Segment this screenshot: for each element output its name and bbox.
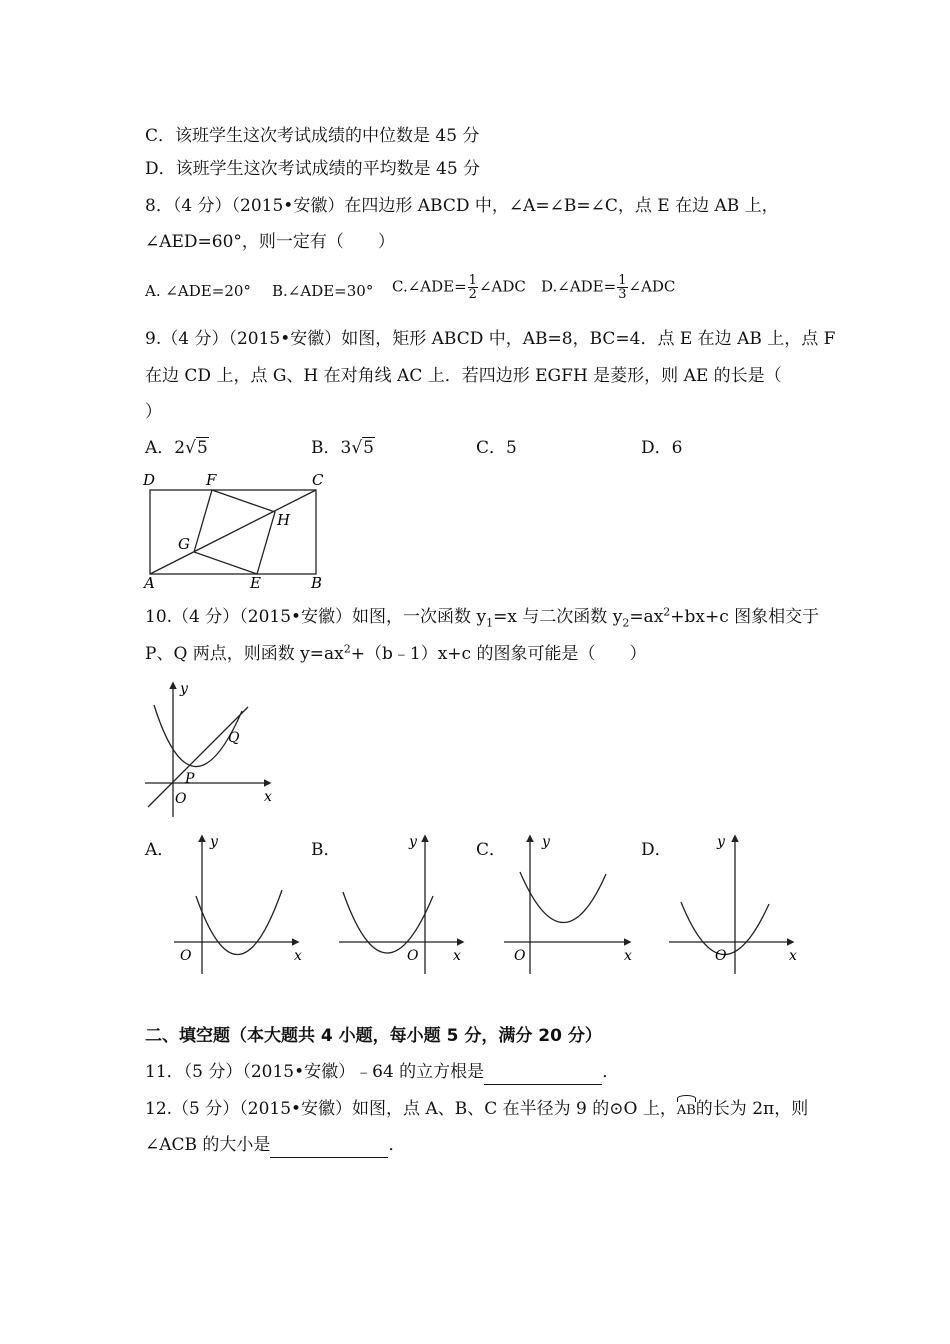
q9-option-c: C．5 [476,438,517,458]
q11-text: 11．（5 分）（2015•安徽）﹣64 的立方根是 [145,1062,485,1082]
superscript-2: 2 [663,605,671,619]
label-d: D [143,471,156,489]
axis-label-x: x [264,789,272,805]
line-y1-equals-x [148,707,248,807]
q7-option-d: D．该班学生这次考试成绩的平均数是 45 分 [145,159,481,179]
arc-ab: AB [677,1099,696,1123]
q12-answer-blank[interactable] [270,1133,388,1158]
parabola [520,872,606,923]
origin-label: O [407,948,419,964]
fraction-numerator: 1 [468,273,477,288]
origin-label: O [175,791,187,807]
rhombus-egfh [194,490,275,574]
q8-option-d-prefix: D.∠ADE= [541,277,617,296]
q10-option-b-label: B． [311,840,341,860]
q9-option-b [311,436,375,460]
q10-option-a-label: A． [145,840,175,860]
label-a: A [144,574,155,592]
q8-option-c [392,274,526,301]
q8-option-a: A. ∠ADE=20° [145,282,251,300]
axis-label-x: x [624,948,632,964]
origin-label: O [180,948,192,964]
axis-label-x: x [789,948,797,964]
q7-option-c: C．该班学生这次考试成绩的中位数是 45 分 [145,126,480,146]
q10-option-d-graph [665,830,805,975]
q8-option-c-suffix: ∠ADC [478,277,526,296]
fraction-denominator: 2 [468,287,477,302]
point-label-q: Q [228,730,240,746]
q10-stem-line2 [145,642,646,666]
section-2-heading: 二、填空题（本大题共 4 小题，每小题 5 分，满分 20 分） [145,1026,602,1046]
origin-label: O [514,948,526,964]
q9-rectangle-figure [140,470,340,592]
q12-stem-line2 [145,1133,405,1158]
q11-end: ． [602,1062,620,1082]
q8-stem-line2: ∠AED=60°，则一定有（ ） [145,232,395,252]
axis-label-y: y [180,681,188,697]
subscript-2: 2 [622,616,630,630]
parabola [196,890,282,955]
q8-option-b: B.∠ADE=30° [272,282,374,300]
fraction-numerator: 1 [618,273,627,288]
label-b: B [311,574,323,592]
q9-option-a [145,436,209,460]
axis-label-y: y [409,834,417,850]
q10-option-c-label: C． [476,840,507,860]
q10-option-c-graph [500,830,640,975]
label-g: G [178,535,190,553]
q10-text-f: +（b﹣1）x+c 的图象可能是（ ） [350,644,647,664]
sqrt-symbol: √5 [351,438,374,458]
parabola [681,902,769,955]
sqrt-radicand: 5 [363,438,374,458]
q10-main-graph [140,675,280,820]
q8-option-d-suffix: ∠ADC [628,277,676,296]
q8-stem-line1: 8．（4 分）（2015•安徽）在四边形 ABCD 中，∠A=∠B=∠C，点 E 在边 AB 上， [145,196,779,216]
q8-option-c-fraction [468,274,478,301]
axis-label-x: x [453,948,461,964]
superscript-2: 2 [343,642,351,656]
q8-option-c-prefix: C.∠ADE= [392,277,467,296]
q9-option-d: D．6 [641,438,683,458]
q9-option-a-prefix: A．2 [145,438,186,458]
q10-option-a-graph [170,830,310,975]
q10-text-d: +bx+c 图象相交于 [670,607,820,627]
sqrt-radicand: 5 [196,438,208,458]
q9-stem-line2: 在边 CD 上，点 G、H 在对角线 AC 上．若四边形 EGFH 是菱形，则 AE 的长是（ [145,366,782,386]
q9-option-b-prefix: B．3 [311,438,352,458]
q10-text-b: =x 与二次函数 y [493,607,623,627]
q8-option-d-fraction [617,274,627,301]
q10-text-a: 10.（4 分）（2015•安徽）如图，一次函数 y [145,607,487,627]
q12-end: ． [388,1135,406,1155]
axis-label-y: y [542,834,550,850]
axis-label-y: y [717,834,725,850]
fraction-denominator: 3 [618,287,627,302]
diagonal-ac [150,490,316,574]
q9-stem-line1: 9.（4 分）（2015•安徽）如图，矩形 ABCD 中，AB=8，BC=4．点 E 在边 AB 上，点 F [145,329,836,349]
q10-stem-line1 [145,605,819,629]
q12-text-a: 12.（5 分）（2015•安徽）如图，点 A、B、C 在半径为 9 的⊙O 上， [145,1099,677,1119]
label-c: C [312,471,324,489]
label-e: E [250,574,261,592]
q10-text-c: =ax [629,607,664,627]
origin-label: O [715,948,727,964]
axis-label-y: y [210,834,218,850]
q11-stem [145,1060,619,1085]
q10-option-b-graph [335,830,475,975]
q11-answer-blank[interactable] [484,1060,602,1085]
subscript-1: 1 [486,616,494,630]
q10-option-d-label: D． [641,840,672,860]
label-f: F [206,471,217,489]
label-h: H [277,511,291,529]
axis-label-x: x [294,948,302,964]
point-label-p: P [185,771,195,787]
parabola [343,892,433,953]
sqrt-symbol: √5 [185,438,208,458]
q8-option-d [541,274,675,301]
q12-stem-line1 [145,1097,808,1123]
q10-text-e: P、Q 两点，则函数 y=ax [145,644,344,664]
q9-stem-line3: ） [145,402,162,422]
q12-text-c: ∠ACB 的大小是 [145,1135,271,1155]
q12-text-b: 的长为 2π，则 [695,1099,809,1119]
